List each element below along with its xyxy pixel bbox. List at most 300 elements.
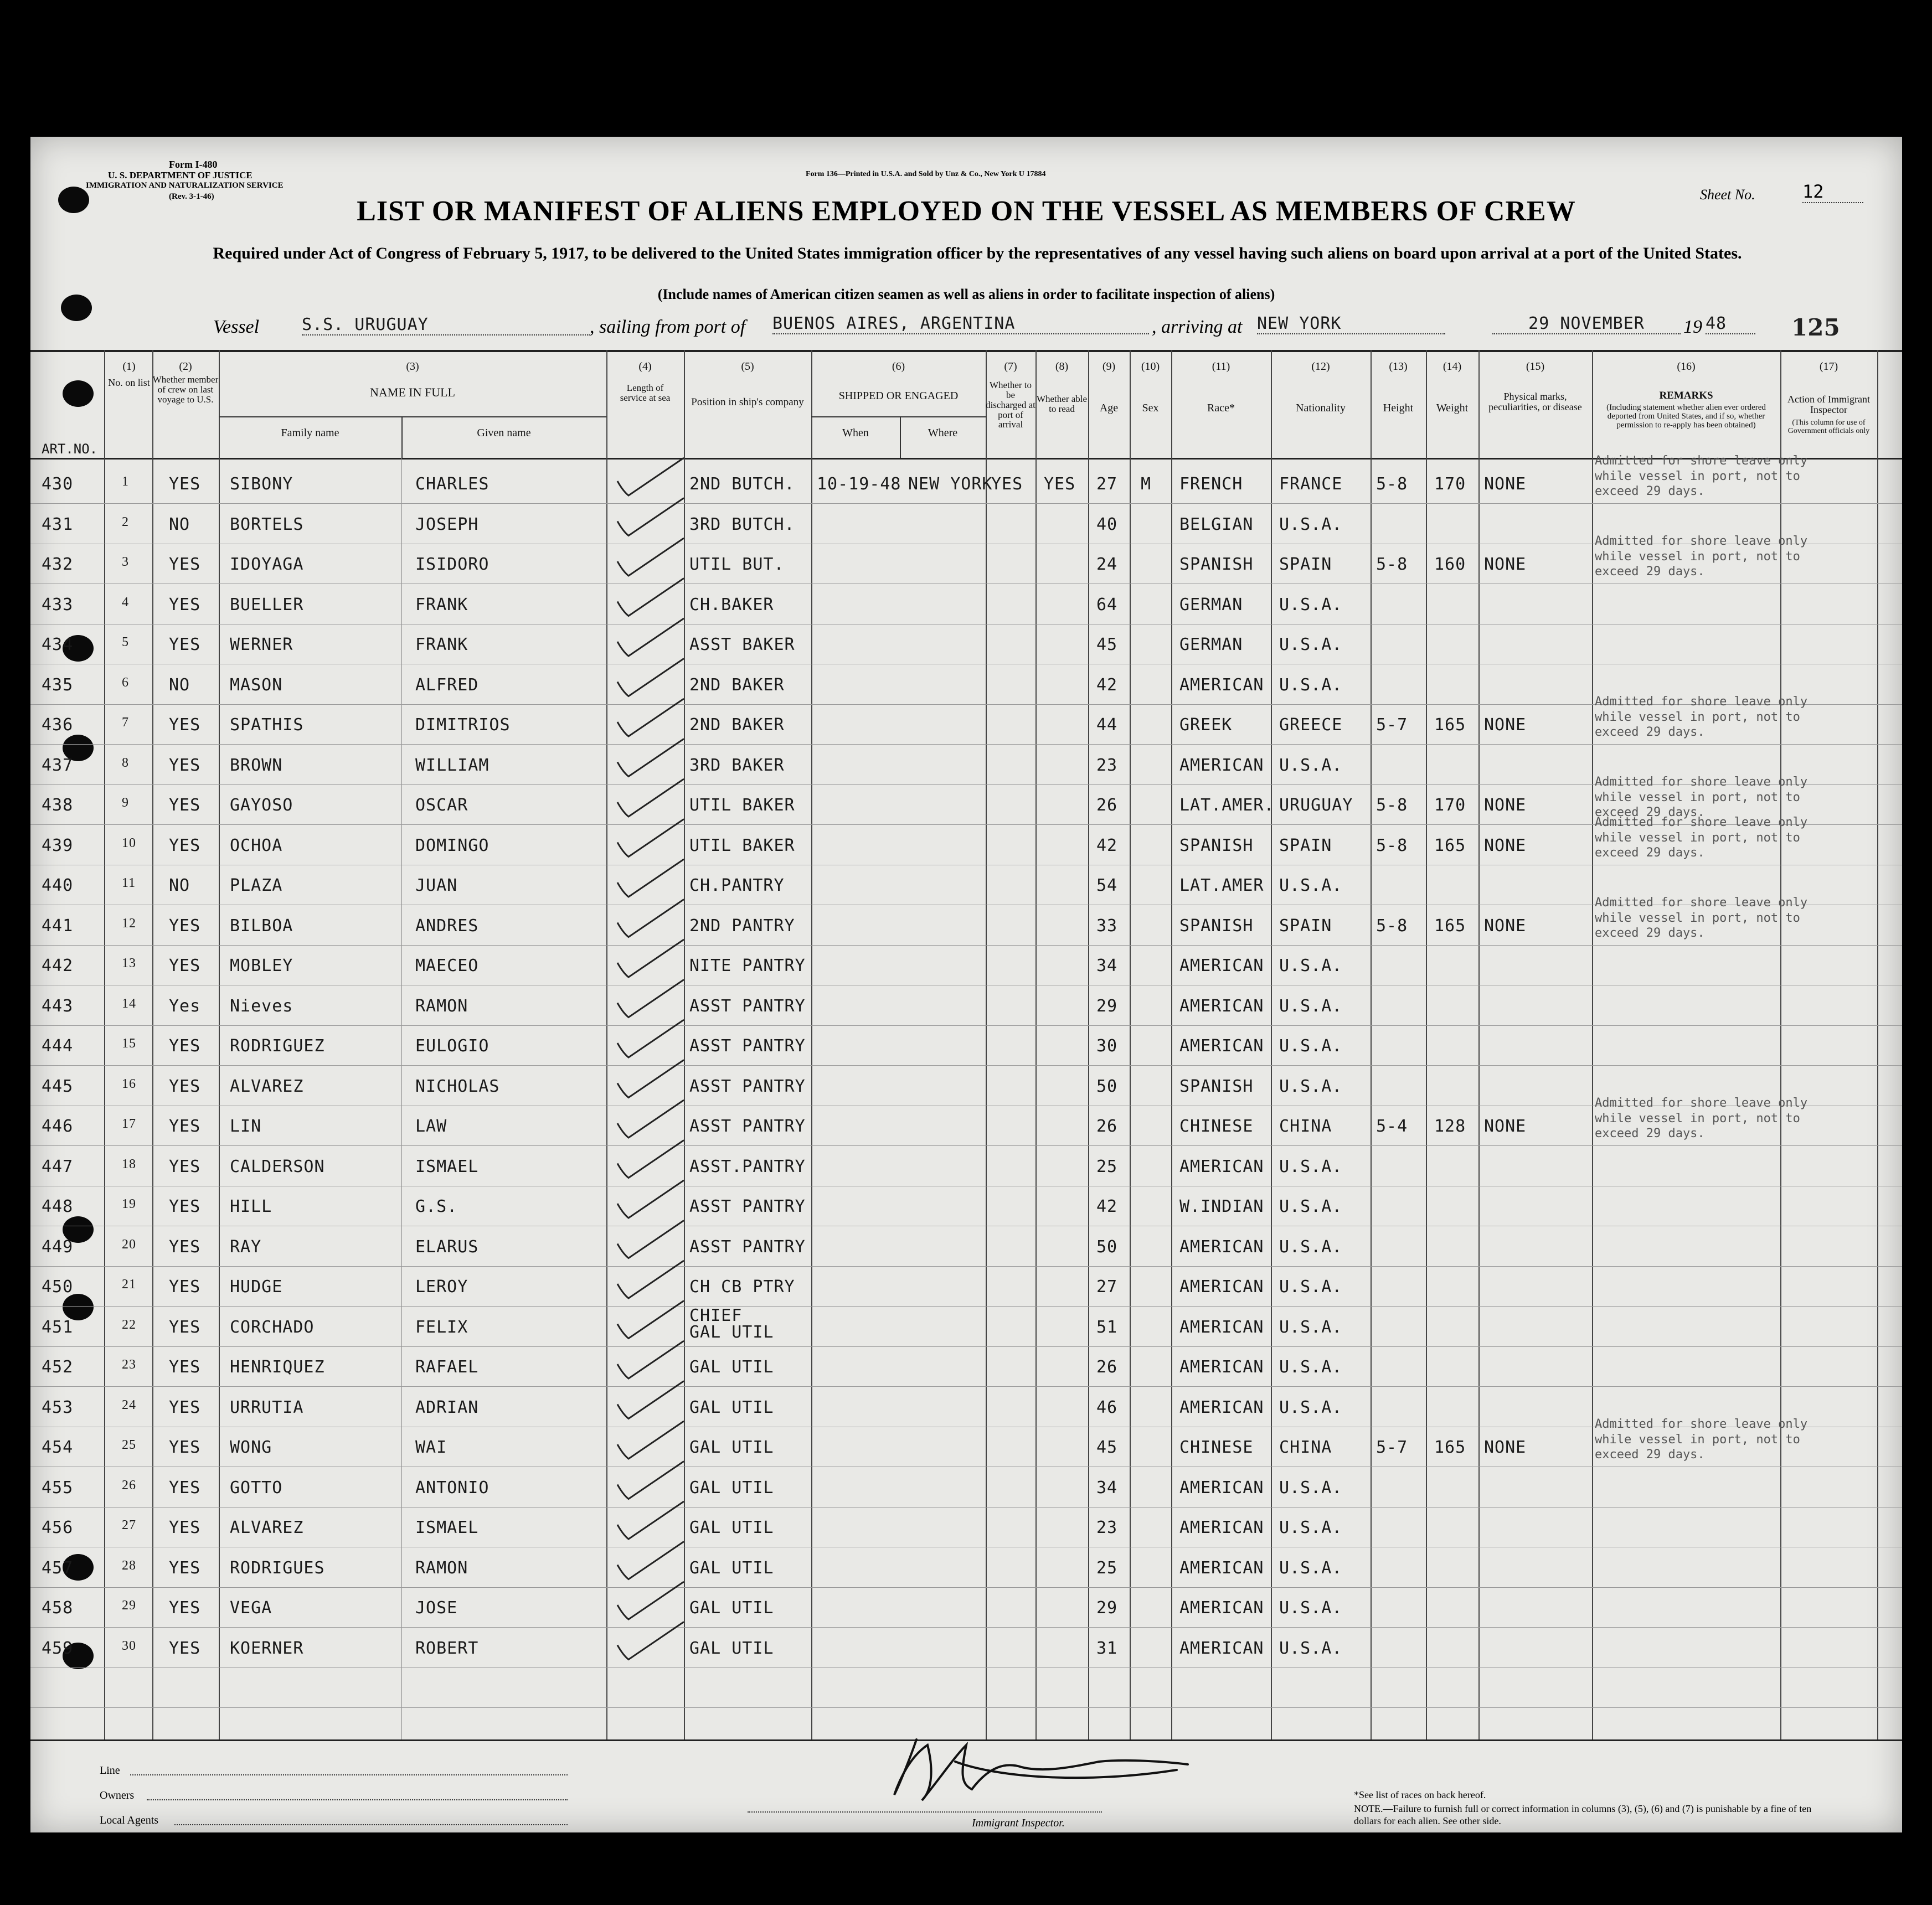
cell-shipped-where: NEW YORK	[908, 474, 993, 494]
cell-physical-marks: NONE	[1484, 796, 1527, 815]
cell-given-name: ISIDORO	[415, 555, 490, 574]
cell-given-name: JOSEPH	[415, 515, 479, 534]
line-field	[130, 1774, 568, 1775]
service-checkmark	[617, 1542, 684, 1579]
revision: (Rev. 3-1-46)	[169, 192, 214, 201]
cell-list-number: 22	[122, 1318, 136, 1332]
cell-nationality: U.S.A.	[1279, 756, 1343, 775]
cell-prior-voyage: YES	[169, 1398, 201, 1417]
cell-sex: M	[1141, 474, 1152, 494]
service-checkmark	[617, 1501, 684, 1539]
cell-physical-marks: NONE	[1484, 1117, 1527, 1136]
cell-given-name: FRANK	[415, 595, 468, 615]
cell-art-number: 436	[42, 715, 74, 735]
cell-race: CHINESE	[1179, 1438, 1254, 1457]
cell-ship-position: ASST.PANTRY	[689, 1157, 806, 1176]
col16-subheader: (Including statement whether alien ever ordered deported from United States, and if so, whether permission to re-apply has been obtained)	[1606, 403, 1766, 430]
cell-nationality: U.S.A.	[1279, 1318, 1343, 1337]
cell-art-number: 448	[42, 1197, 74, 1216]
col9-header: Age	[1099, 402, 1119, 414]
cell-ship-position: GAL UTIL	[689, 1639, 774, 1658]
cell-list-number: 9	[122, 796, 129, 810]
cell-ship-position: GAL UTIL	[689, 1558, 774, 1578]
cell-prior-voyage: YES	[169, 1157, 201, 1176]
cell-art-number: 431	[42, 515, 74, 534]
col3-num: (3)	[406, 360, 419, 373]
cell-art-number: 437	[42, 756, 74, 775]
cell-race: AMERICAN	[1179, 1398, 1264, 1417]
cell-given-name: ISMAEL	[415, 1518, 479, 1537]
cell-given-name: G.S.	[415, 1197, 458, 1216]
cell-nationality: U.S.A.	[1279, 876, 1343, 895]
service-checkmark	[617, 1301, 684, 1339]
cell-race: FRENCH	[1179, 474, 1243, 494]
service-checkmark	[617, 579, 684, 616]
col3-family-header: Family name	[281, 427, 339, 439]
col8-header: Whether able to read	[1036, 394, 1088, 414]
cell-race: AMERICAN	[1179, 1318, 1264, 1337]
cell-remarks: Admitted for shore leave only while vessel in port, not to exceed 29 days.	[1595, 1417, 1808, 1462]
cell-nationality: URUGUAY	[1279, 796, 1353, 815]
service-checkmark	[617, 458, 684, 495]
cell-given-name: ADRIAN	[415, 1398, 479, 1417]
cell-remarks: Admitted for shore leave only while vessel in port, not to exceed 29 days.	[1595, 1096, 1808, 1140]
cell-list-number: 28	[122, 1558, 136, 1573]
cell-weight: 165	[1434, 715, 1466, 735]
footer-owners-label: Owners	[100, 1789, 135, 1801]
inspector-signature-line	[748, 1811, 1102, 1813]
cell-race: LAT.AMER	[1179, 876, 1264, 895]
cell-given-name: ELARUS	[415, 1237, 479, 1257]
cell-ship-position: ASST BAKER	[689, 635, 795, 654]
cell-age: 26	[1096, 1117, 1118, 1136]
cell-nationality: U.S.A.	[1279, 1558, 1343, 1578]
cell-art-number: 438	[42, 796, 74, 815]
service-checkmark	[617, 1140, 684, 1178]
cell-weight: 160	[1434, 555, 1466, 574]
col12-num: (12)	[1311, 360, 1330, 373]
cell-family-name: CORCHADO	[230, 1318, 315, 1337]
cell-race: AMERICAN	[1179, 756, 1264, 775]
cell-list-number: 6	[122, 675, 129, 690]
cell-ship-position: ASST PANTRY	[689, 1197, 806, 1216]
cell-nationality: U.S.A.	[1279, 1197, 1343, 1216]
cell-list-number: 29	[122, 1598, 136, 1613]
cell-family-name: WERNER	[230, 635, 293, 654]
service-checkmark	[617, 859, 684, 897]
cell-list-number: 5	[122, 635, 129, 649]
cell-age: 34	[1096, 1478, 1118, 1498]
cell-given-name: JOSE	[415, 1598, 458, 1618]
cell-art-number: 459	[42, 1639, 74, 1658]
cell-ship-position: CHIEF GAL UTIL	[689, 1306, 774, 1342]
cell-ship-position: CH.PANTRY	[689, 876, 785, 895]
cell-list-number: 4	[122, 595, 129, 610]
cell-given-name: CHARLES	[415, 474, 490, 494]
cell-nationality: U.S.A.	[1279, 1478, 1343, 1498]
cell-family-name: BUELLER	[230, 595, 304, 615]
vessel-name: S.S. URUGUAY	[302, 315, 590, 335]
cell-list-number: 2	[122, 515, 129, 529]
cell-art-number: 443	[42, 997, 74, 1016]
cell-race: GERMAN	[1179, 635, 1243, 654]
checkmark-layer	[30, 137, 1902, 1832]
col14-header: Weight	[1436, 402, 1469, 414]
col7-header: Whether to be discharged at port of arrival	[986, 380, 1035, 430]
col8-num: (8)	[1055, 360, 1069, 373]
departure-port: BUENOS AIRES, ARGENTINA	[772, 314, 1149, 334]
cell-race: AMERICAN	[1179, 1237, 1264, 1257]
cell-race: AMERICAN	[1179, 997, 1264, 1016]
cell-race: AMERICAN	[1179, 1558, 1264, 1578]
cell-given-name: DOMINGO	[415, 836, 490, 855]
cell-given-name: MAECEO	[415, 956, 479, 975]
cell-prior-voyage: YES	[169, 836, 201, 855]
cell-age: 26	[1096, 1357, 1118, 1377]
service-checkmark	[617, 699, 684, 736]
cell-art-number: 449	[42, 1237, 74, 1257]
cell-prior-voyage: YES	[169, 1357, 201, 1377]
cell-ship-position: UTIL BUT.	[689, 555, 785, 574]
cell-list-number: 12	[122, 916, 136, 931]
cell-ship-position: ASST PANTRY	[689, 1117, 806, 1136]
service-checkmark	[617, 779, 684, 817]
cell-race: AMERICAN	[1179, 1478, 1264, 1498]
cell-list-number: 14	[122, 997, 136, 1011]
year-prefix: 19	[1683, 317, 1702, 337]
cell-prior-voyage: YES	[169, 1518, 201, 1537]
cell-age: 50	[1096, 1237, 1118, 1257]
cell-age: 26	[1096, 796, 1118, 815]
cell-list-number: 20	[122, 1237, 136, 1252]
cell-family-name: BORTELS	[230, 515, 304, 534]
year: 48	[1706, 314, 1755, 334]
cell-list-number: 26	[122, 1478, 136, 1493]
service-checkmark	[617, 1100, 684, 1138]
cell-race: AMERICAN	[1179, 1639, 1264, 1658]
cell-family-name: GAYOSO	[230, 796, 293, 815]
cell-age: 25	[1096, 1157, 1118, 1176]
service-checkmark	[617, 939, 684, 977]
cell-race: SPANISH	[1179, 836, 1254, 855]
cell-prior-voyage: YES	[169, 474, 201, 494]
col15-num: (15)	[1526, 360, 1545, 373]
cell-art-number: 441	[42, 916, 74, 936]
cell-weight: 170	[1434, 474, 1466, 494]
service-checkmark	[617, 659, 684, 696]
cell-family-name: RODRIGUES	[230, 1558, 325, 1578]
cell-list-number: 7	[122, 715, 129, 730]
cell-family-name: BILBOA	[230, 916, 293, 936]
cell-shipped-when: 10-19-48	[817, 474, 901, 494]
service-checkmark	[617, 1421, 684, 1459]
cell-race: AMERICAN	[1179, 1598, 1264, 1618]
cell-remarks: Admitted for shore leave only while vessel in port, not to exceed 29 days.	[1595, 454, 1808, 498]
cell-art-number: 446	[42, 1117, 74, 1136]
col3-header: NAME IN FULL	[370, 385, 455, 399]
col6-num: (6)	[892, 360, 905, 373]
cell-list-number: 11	[122, 876, 136, 890]
cell-list-number: 24	[122, 1398, 136, 1412]
cell-height: 5-8	[1376, 916, 1408, 936]
cell-age: 34	[1096, 956, 1118, 975]
form-code: 16—19349	[1791, 1839, 1826, 1847]
col16-num: (16)	[1677, 360, 1696, 373]
cell-age: 29	[1096, 997, 1118, 1016]
cell-nationality: SPAIN	[1279, 916, 1332, 936]
cell-given-name: EULOGIO	[415, 1036, 490, 1056]
cell-prior-voyage: YES	[169, 956, 201, 975]
cell-age: 51	[1096, 1318, 1118, 1337]
cell-list-number: 17	[122, 1117, 136, 1131]
vessel-label: Vessel	[213, 317, 260, 337]
cell-height: 5-8	[1376, 836, 1408, 855]
cell-nationality: U.S.A.	[1279, 1157, 1343, 1176]
service-checkmark	[617, 1462, 684, 1499]
cell-age: 50	[1096, 1077, 1118, 1096]
service-checkmark	[617, 1381, 684, 1419]
cell-ship-position: 2ND BUTCH.	[689, 474, 795, 494]
cell-age: 42	[1096, 836, 1118, 855]
service-checkmark	[617, 1261, 684, 1298]
cell-race: CHINESE	[1179, 1117, 1254, 1136]
cell-nationality: U.S.A.	[1279, 1036, 1343, 1056]
cell-list-number: 27	[122, 1518, 136, 1532]
cell-nationality: U.S.A.	[1279, 1357, 1343, 1377]
cell-physical-marks: NONE	[1484, 916, 1527, 936]
cell-art-number: 458	[42, 1598, 74, 1618]
cell-art-number: 432	[42, 555, 74, 574]
cell-ship-position: ASST PANTRY	[689, 1077, 806, 1096]
cell-race: GREEK	[1179, 715, 1233, 735]
cell-age: 46	[1096, 1398, 1118, 1417]
cell-given-name: RAMON	[415, 1558, 468, 1578]
cell-list-number: 16	[122, 1077, 136, 1091]
cell-prior-voyage: NO	[169, 675, 190, 695]
cell-nationality: CHINA	[1279, 1438, 1332, 1457]
col5-num: (5)	[741, 360, 754, 373]
cell-family-name: WONG	[230, 1438, 272, 1457]
cell-race: AMERICAN	[1179, 675, 1264, 695]
penalty-note: NOTE.—Failure to furnish full or correct information in columns (3), (5), (6) and (7) is punishable by a fine of ten dollars for each alien. See other side.	[1354, 1803, 1812, 1826]
cell-able-to-read: YES	[1044, 474, 1076, 494]
printer-line: Form 136—Printed in U.S.A. and Sold by Unz & Co., New York U 17884	[806, 170, 1046, 178]
cell-nationality: U.S.A.	[1279, 1077, 1343, 1096]
cell-remarks: Admitted for shore leave only while vessel in port, not to exceed 29 days.	[1595, 695, 1808, 739]
cell-age: 45	[1096, 635, 1118, 654]
service-checkmark	[617, 1341, 684, 1379]
cell-art-number: 455	[42, 1478, 74, 1498]
cell-given-name: LEROY	[415, 1277, 468, 1297]
sailing-label: , sailing from port of	[590, 317, 746, 337]
owners-field	[147, 1799, 568, 1800]
cell-age: 64	[1096, 595, 1118, 615]
cell-given-name: OSCAR	[415, 796, 468, 815]
cell-height: 5-8	[1376, 796, 1408, 815]
cell-age: 23	[1096, 1518, 1118, 1537]
cell-given-name: LAW	[415, 1117, 447, 1136]
cell-ship-position: 2ND PANTRY	[689, 916, 795, 936]
cell-nationality: U.S.A.	[1279, 1639, 1343, 1658]
cell-family-name: HENRIQUEZ	[230, 1357, 325, 1377]
page-stamp: 125	[1791, 314, 1840, 341]
arrival-date: 29 NOVEMBER	[1492, 314, 1681, 334]
cell-age: 23	[1096, 756, 1118, 775]
cell-ship-position: GAL UTIL	[689, 1478, 774, 1498]
cell-age: 33	[1096, 916, 1118, 936]
cell-nationality: U.S.A.	[1279, 997, 1343, 1016]
service-checkmark	[617, 1221, 684, 1258]
cell-given-name: FELIX	[415, 1318, 468, 1337]
cell-ship-position: GAL UTIL	[689, 1598, 774, 1618]
col17-num: (17)	[1819, 360, 1838, 373]
cell-given-name: JUAN	[415, 876, 458, 895]
cell-nationality: U.S.A.	[1279, 1518, 1343, 1537]
service-checkmark	[617, 739, 684, 777]
cell-given-name: FRANK	[415, 635, 468, 654]
cell-race: GERMAN	[1179, 595, 1243, 615]
cell-weight: 128	[1434, 1117, 1466, 1136]
cell-prior-voyage: YES	[169, 796, 201, 815]
cell-prior-voyage: YES	[169, 555, 201, 574]
col11-header: Race*	[1207, 402, 1235, 414]
cell-race: BELGIAN	[1179, 515, 1254, 534]
cell-prior-voyage: YES	[169, 1639, 201, 1658]
cell-list-number: 10	[122, 836, 136, 850]
cell-art-number: 456	[42, 1518, 74, 1537]
cell-art-number: 433	[42, 595, 74, 615]
cell-prior-voyage: YES	[169, 1036, 201, 1056]
cell-art-number: 440	[42, 876, 74, 895]
col16-header: REMARKS	[1659, 390, 1713, 401]
cell-list-number: 23	[122, 1357, 136, 1372]
cell-remarks: Admitted for shore leave only while vessel in port, not to exceed 29 days.	[1595, 775, 1808, 819]
cell-family-name: VEGA	[230, 1598, 272, 1618]
col17-header: Action of Immigrant Inspector	[1787, 394, 1870, 415]
cell-family-name: LIN	[230, 1117, 262, 1136]
cell-discharge: YES	[991, 474, 1023, 494]
cell-prior-voyage: YES	[169, 635, 201, 654]
cell-age: 25	[1096, 1558, 1118, 1578]
agents-field	[174, 1824, 568, 1825]
cell-prior-voyage: YES	[169, 1598, 201, 1618]
cell-given-name: WILLIAM	[415, 756, 490, 775]
cell-age: 30	[1096, 1036, 1118, 1056]
col7-num: (7)	[1004, 360, 1017, 373]
cell-ship-position: 3RD BAKER	[689, 756, 785, 775]
cell-nationality: SPAIN	[1279, 836, 1332, 855]
cell-age: 29	[1096, 1598, 1118, 1618]
cell-art-number: 451	[42, 1318, 74, 1337]
cell-race: SPANISH	[1179, 1077, 1254, 1096]
cell-age: 45	[1096, 1438, 1118, 1457]
cell-nationality: U.S.A.	[1279, 1598, 1343, 1618]
cell-nationality: SPAIN	[1279, 555, 1332, 574]
cell-prior-voyage: YES	[169, 1318, 201, 1337]
races-note: *See list of races on back hereof.	[1354, 1789, 1486, 1800]
cell-family-name: RODRIGUEZ	[230, 1036, 325, 1056]
cell-given-name: ROBERT	[415, 1639, 479, 1658]
cell-ship-position: 2ND BAKER	[689, 675, 785, 695]
cell-physical-marks: NONE	[1484, 474, 1527, 494]
cell-art-number: 447	[42, 1157, 74, 1176]
cell-ship-position: CH CB PTRY	[689, 1277, 795, 1297]
col17-subheader: (This column for use of Government officials only	[1787, 419, 1870, 435]
cell-family-name: ALVAREZ	[230, 1518, 304, 1537]
cell-list-number: 19	[122, 1197, 136, 1211]
cell-family-name: MOBLEY	[230, 956, 293, 975]
service: IMMIGRATION AND NATURALIZATION SERVICE	[86, 181, 284, 190]
col13-header: Height	[1383, 402, 1414, 414]
cell-age: 42	[1096, 675, 1118, 695]
cell-physical-marks: NONE	[1484, 1438, 1527, 1457]
cell-family-name: URRUTIA	[230, 1398, 304, 1417]
cell-prior-voyage: YES	[169, 1438, 201, 1457]
cell-given-name: DIMITRIOS	[415, 715, 511, 735]
col6-when-header: When	[842, 427, 869, 439]
cell-nationality: U.S.A.	[1279, 1237, 1343, 1257]
col1-num: (1)	[122, 360, 136, 373]
cell-height: 5-7	[1376, 1438, 1408, 1457]
cell-family-name: Nieves	[230, 997, 293, 1016]
service-checkmark	[617, 538, 684, 576]
cell-physical-marks: NONE	[1484, 715, 1527, 735]
cell-art-number: 439	[42, 836, 74, 855]
cell-race: AMERICAN	[1179, 1518, 1264, 1537]
service-checkmark	[617, 900, 684, 937]
arriving-label: , arriving at	[1152, 317, 1243, 337]
cell-family-name: HILL	[230, 1197, 272, 1216]
cell-prior-voyage: YES	[169, 1117, 201, 1136]
cell-list-number: 8	[122, 756, 129, 770]
arrival-port: NEW YORK	[1257, 314, 1445, 334]
department: U. S. DEPARTMENT OF JUSTICE	[108, 170, 253, 180]
cell-given-name: RAMON	[415, 997, 468, 1016]
cell-family-name: SIBONY	[230, 474, 293, 494]
service-checkmark	[617, 618, 684, 656]
cell-art-number: 445	[42, 1077, 74, 1096]
cell-nationality: U.S.A.	[1279, 675, 1343, 695]
cell-art-number: 444	[42, 1036, 74, 1056]
col4-header: Length of service at sea	[620, 383, 671, 403]
cell-prior-voyage: Yes	[169, 997, 201, 1016]
inspector-label: Immigrant Inspector.	[972, 1817, 1065, 1829]
col15-header: Physical marks, peculiarities, or disease	[1488, 391, 1582, 412]
cell-race: AMERICAN	[1179, 1277, 1264, 1297]
cell-remarks: Admitted for shore leave only while vessel in port, not to exceed 29 days.	[1595, 815, 1808, 860]
cell-race: SPANISH	[1179, 555, 1254, 574]
cell-prior-voyage: NO	[169, 876, 190, 895]
cell-prior-voyage: YES	[169, 1197, 201, 1216]
service-checkmark	[617, 1582, 684, 1619]
cell-weight: 165	[1434, 1438, 1466, 1457]
cell-age: 40	[1096, 515, 1118, 534]
footer-agents-label: Local Agents	[100, 1814, 159, 1826]
cell-ship-position: GAL UTIL	[689, 1357, 774, 1377]
cell-ship-position: GAL UTIL	[689, 1398, 774, 1417]
cell-prior-voyage: YES	[169, 1077, 201, 1096]
cell-physical-marks: NONE	[1484, 555, 1527, 574]
cell-art-number: 434	[42, 635, 74, 654]
cell-ship-position: GAL UTIL	[689, 1438, 774, 1457]
cell-list-number: 25	[122, 1438, 136, 1452]
cell-ship-position: ASST PANTRY	[689, 1036, 806, 1056]
cell-remarks: Admitted for shore leave only while vessel in port, not to exceed 29 days.	[1595, 896, 1808, 940]
col12-header: Nationality	[1296, 402, 1346, 414]
cell-nationality: CHINA	[1279, 1117, 1332, 1136]
cell-art-number: 430	[42, 474, 74, 494]
cell-family-name: ALVAREZ	[230, 1077, 304, 1096]
